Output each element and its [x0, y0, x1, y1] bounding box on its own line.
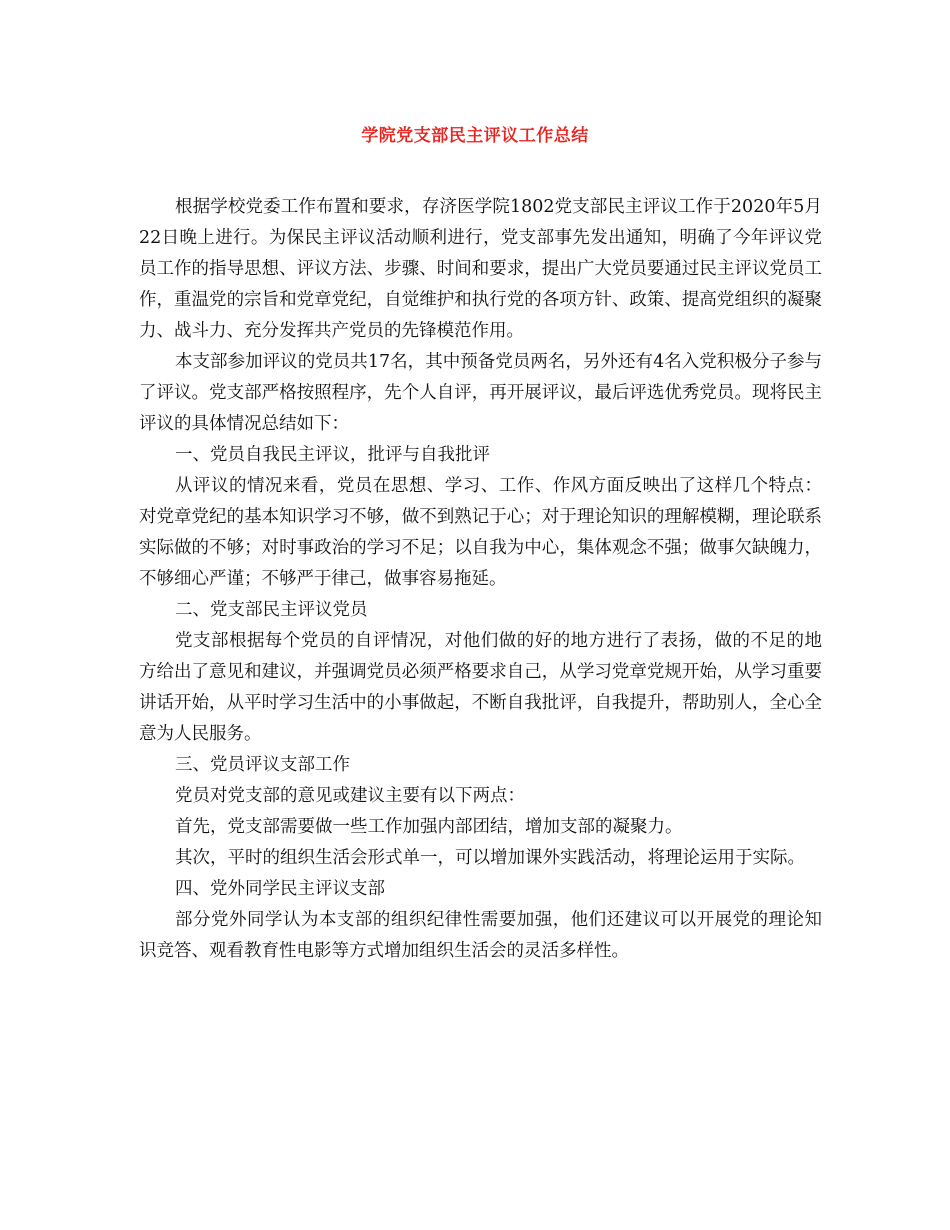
paragraph-branch-evaluation: 党支部根据每个党员的自评情况，对他们做的好的地方进行了表扬，做的不足的地方给出了意见和建议，并强调党员必须严格要求自己，从学习党章党规开始，从学习重要讲话开始，从平时学习生活中的小事做起，不断自我批评，自我提升，帮助别人，全心全意为人民服务。 — [139, 631, 822, 744]
document-title: 学院党支部民主评议工作总结 — [361, 126, 589, 146]
paragraph-second-point: 其次，平时的组织生活会形式单一，可以增加课外实践活动，将理论运用于实际。 — [175, 848, 805, 868]
section-heading-1: 一、党员自我民主评议，批评与自我批评 — [175, 445, 490, 465]
paragraph-participants: 本支部参加评议的党员共17名，其中预备党员两名，另外还有4名入党积极分子参与了评议。党支部严格按照程序，先个人自评，再开展评议，最后评选优秀党员。现将民主评议的具体情况总结如下： — [139, 352, 822, 434]
section-heading-3: 三、党员评议支部工作 — [175, 755, 350, 775]
section-heading-4: 四、党外同学民主评议支部 — [175, 879, 385, 899]
paragraph-outside-students: 部分党外同学认为本支部的组织纪律性需要加强，他们还建议可以开展党的理论知识竞答、观看教育性电影等方式增加组织生活会的灵活多样性。 — [139, 910, 822, 961]
section-heading-2: 二、党支部民主评议党员 — [175, 600, 368, 620]
paragraph-intro: 根据学校党委工作布置和要求，存济医学院1802党支部民主评议工作于2020年5月22日晚上进行。为保民主评议活动顺利进行，党支部事先发出通知，明确了今年评议党员工作的指导思想、评议方法、步骤、时间和要求，提出广大党员要通过民主评议党员工作，重温党的宗旨和党章党纪，自觉维护和执行党的各项方针、政策、提高党组织的凝聚力、战斗力、充分发挥共产党员的先锋模范作用。 — [139, 197, 822, 341]
paragraph-member-opinions: 党员对党支部的意见或建议主要有以下两点： — [175, 786, 525, 806]
document-body — [139, 192, 822, 967]
paragraph-first-point: 首先，党支部需要做一些工作加强内部团结，增加支部的凝聚力。 — [175, 817, 683, 837]
paragraph-self-evaluation: 从评议的情况来看，党员在思想、学习、工作、作风方面反映出了这样几个特点：对党章党纪的基本知识学习不够，做不到熟记于心；对于理论知识的理解模糊，理论联系实际做的不够；对时事政治的学习不足；以自我为中心，集体观念不强；做事欠缺魄力，不够细心严谨；不够严于律己，做事容易拖延。 — [139, 476, 822, 589]
